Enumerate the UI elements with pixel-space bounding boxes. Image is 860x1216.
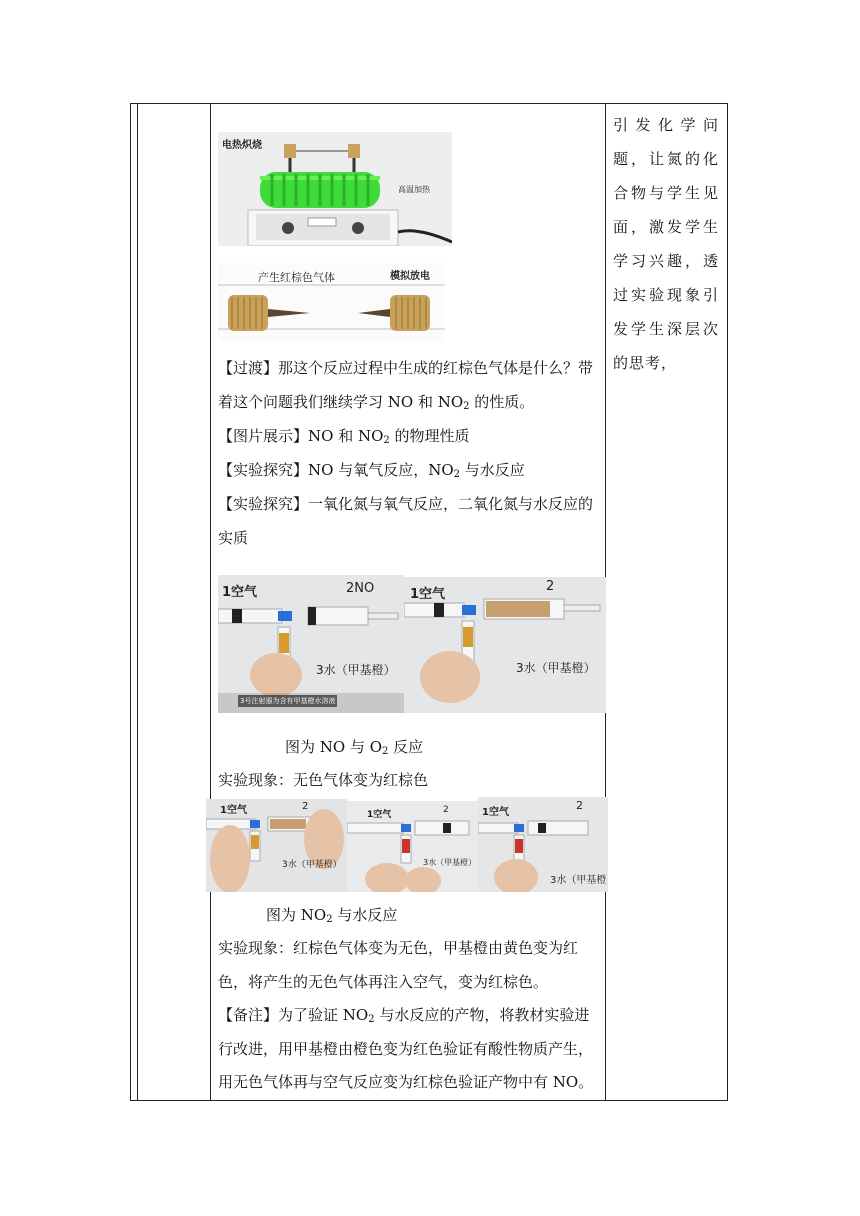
photo-label: 产生红棕色气体 bbox=[258, 271, 335, 284]
photo-label: 2NO bbox=[346, 581, 375, 596]
caption-text: 反应 bbox=[388, 738, 424, 756]
figure-caption bbox=[285, 736, 423, 757]
table-divider bbox=[210, 103, 211, 1101]
no-o2-photo-left bbox=[218, 575, 404, 713]
phenomenon-line-2: 实验现象：红棕色气体变为无色，甲基橙由黄色变为红色，将产生的无色气体再注入空气，变为红棕色。 bbox=[218, 939, 579, 991]
picture-show-line bbox=[218, 420, 600, 454]
note-paragraph bbox=[218, 999, 600, 1100]
section-tag: 【实验探究】 bbox=[218, 495, 309, 513]
explore-line-2 bbox=[218, 488, 600, 555]
photo-label: 电热炽烧 bbox=[222, 140, 262, 151]
photo-label: 3水（甲基橙 bbox=[550, 875, 607, 886]
photo-label: 3水（甲基橙） bbox=[423, 858, 477, 867]
figure-caption bbox=[266, 904, 397, 925]
photo-label: 1空气 bbox=[367, 810, 392, 820]
photo-label: 模拟放电 bbox=[390, 271, 430, 282]
photo-label: 3水（甲基橙） bbox=[516, 661, 596, 675]
section-tag: 【过渡】 bbox=[218, 359, 279, 377]
subscript: 2 bbox=[383, 435, 390, 446]
no2-water-photo-b bbox=[347, 801, 478, 892]
section-tag: 【图片展示】 bbox=[218, 427, 309, 445]
subscript: 2 bbox=[326, 914, 333, 925]
photo-label: 高温加热 bbox=[398, 185, 430, 194]
apparatus-photo bbox=[218, 132, 452, 246]
line-text: 的物理性质 bbox=[389, 427, 470, 445]
line-text: NO 和 NO bbox=[308, 427, 384, 445]
table-divider bbox=[137, 103, 138, 1101]
photo-label: 2 bbox=[443, 805, 449, 815]
subscript: 2 bbox=[453, 469, 461, 480]
discharge-photo bbox=[218, 263, 445, 342]
section-tag: 【实验探究】 bbox=[218, 461, 309, 479]
line-text: 与水反应 bbox=[460, 461, 525, 479]
caption-text: 图为 NO 与 O bbox=[285, 738, 383, 756]
photo-label: 3水（甲基橙） bbox=[282, 860, 342, 870]
photo-label: 2 bbox=[302, 801, 309, 812]
video-subtitle: 3号注射器为含有甲基橙水溶液 bbox=[240, 697, 336, 705]
subscript: 2 bbox=[382, 746, 389, 757]
photo-label: 1空气 bbox=[410, 587, 446, 602]
caption-text: 与水反应 bbox=[332, 906, 398, 924]
section-tag: 【备注】 bbox=[218, 1006, 279, 1024]
line-text: NO 与氧气反应，NO bbox=[308, 461, 454, 479]
photo-label: 1空气 bbox=[482, 807, 509, 818]
transition-paragraph bbox=[218, 352, 600, 419]
photo-label: 1空气 bbox=[220, 805, 247, 816]
no2-water-photo-a bbox=[206, 799, 347, 892]
no-o2-photo-right bbox=[404, 577, 606, 713]
line-text: 一氧化氮与氧气反应，二氧化氮与水反应的实质 bbox=[218, 495, 594, 547]
subscript: 2 bbox=[463, 400, 470, 412]
note-text: 为了验证 NO bbox=[278, 1006, 369, 1024]
subscript: 2 bbox=[368, 1014, 375, 1025]
caption-text: 图为 NO bbox=[266, 906, 327, 924]
photo-label: 1空气 bbox=[222, 585, 258, 600]
transition-text-a: 那这个反应过程中生成的红棕色气体是什么？带着这个问题我们继续学习 NO 和 NO bbox=[218, 359, 594, 411]
phenomenon-line-1: 实验现象：无色气体变为红棕色 bbox=[218, 771, 429, 789]
no2-water-photo-c bbox=[478, 797, 608, 892]
photo-label: 2 bbox=[546, 579, 555, 594]
design-intent-text: 引发化学问题，让氮的化合物与学生见面，激发学生学习兴趣，透过实验现象引发学生深层次的思考， bbox=[613, 116, 719, 372]
explore-line-1 bbox=[218, 454, 600, 488]
note-text: 与水反应的产物，将教材实验进行改进，用甲基橙由橙色变为红色验证有酸性物质产生，用无色气体再与空气反应变为红棕色验证产物中有 NO。 bbox=[218, 1006, 594, 1091]
transition-text-b: 的性质。 bbox=[469, 392, 535, 411]
photo-label: 2 bbox=[576, 799, 583, 812]
photo-label: 3水（甲基橙） bbox=[316, 663, 396, 677]
